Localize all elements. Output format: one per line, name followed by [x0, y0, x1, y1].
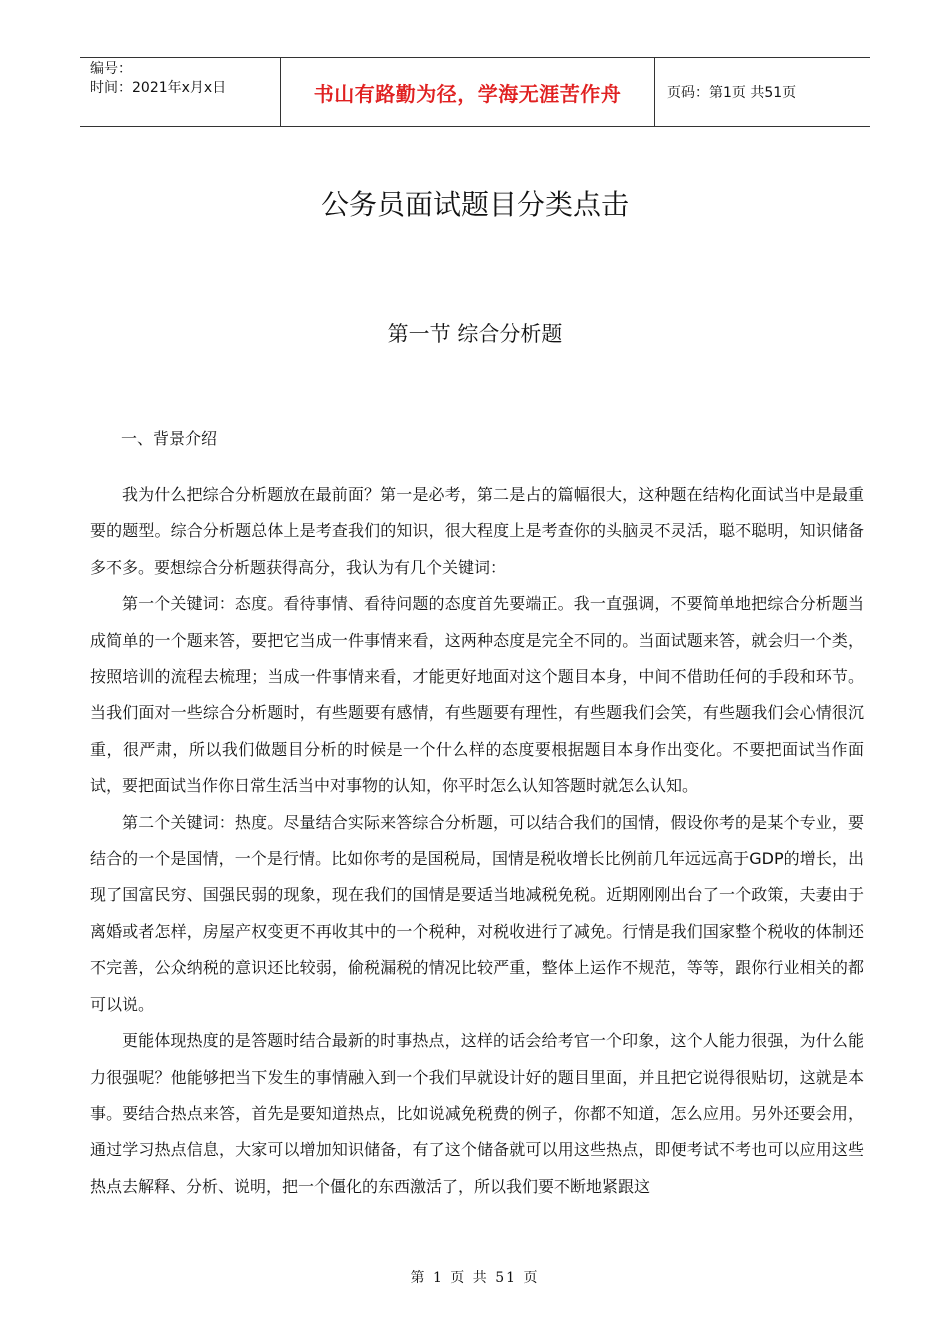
- header-meta: [80, 58, 281, 126]
- subheading: 一、背景介绍: [121, 429, 218, 448]
- page-header: [80, 57, 870, 127]
- number-label: 编号：: [90, 61, 132, 77]
- paragraph: 更能体现热度的是答题时结合最新的时事热点，这样的话会给考官一个印象，这个人能力很强，为什么能力很强呢？他能够把当下发生的事情融入到一个我们早就设计好的题目里面，并且把它说得很贴切，这就是本事。要结合热点来答，首先是要知道热点，比如说减免税费的例子，你都不知道，怎么应用。另外还要会用，通过学习热点信息，大家可以增加知识储备，有了这个储备就可以用这些热点，即便考试不考也可以应用这些热点去解释、分析、说明，把一个僵化的东西激活了，所以我们要不断地紧跟这: [90, 1031, 864, 1196]
- paragraph: 我为什么把综合分析题放在最前面？第一是必考，第二是占的篇幅很大，这种题在结构化面试当中是最重要的题型。综合分析题总体上是考查我们的知识，很大程度上是考查你的头脑灵不灵活，聪不聪明，知识储备多不多。要想综合分析题获得高分，我认为有几个关键词：: [90, 485, 864, 577]
- motto: 书山有路勤为径，学海无涯苦作舟: [281, 58, 655, 126]
- paragraph: 第二个关键词：热度。尽量结合实际来答综合分析题，可以结合我们的国情，假设你考的是某个专业，要结合的一个是国情，一个是行情。比如你考的是国税局，国情是税收增长比例前几年远远高于GDP的增长，出现了国富民穷、国强民弱的现象，现在我们的国情是要适当地减税免税。近期刚刚出台了一个政策，夫妻由于离婚或者怎样，房屋产权变更不再收其中的一个税种，对税收进行了减免。行情是我们国家整个税收的体制还不完善，公众纳税的意识还比较弱，偷税漏税的情况比较严重，整体上运作不规范，等等，跟你行业相关的都可以说。: [90, 812, 864, 1014]
- section-title: 第一节 综合分析题: [387, 322, 563, 346]
- body-text: [90, 477, 864, 1205]
- page-footer: 第 1 页 共 51 页: [410, 1270, 540, 1286]
- paragraph: 第一个关键词：态度。看待事情、看待问题的态度首先要端正。我一直强调，不要简单地把综合分析题当成简单的一个题来答，要把它当成一件事情来看，这两种态度是完全不同的。当面试题来答，就会归一个类，按照培训的流程去梳理；当成一件事情来看，才能更好地面对这个题目本身，中间不借助任何的手段和环节。当我们面对一些综合分析题时，有些题要有感情，有些题要有理性，有些题我们会笑，有些题我们会心情很沉重，很严肃，所以我们做题目分析的时候是一个什么样的态度要根据题目本身作出变化。不要把面试当作面试，要把面试当作你日常生活当中对事物的认知，你平时怎么认知答题时就怎么认知。: [90, 594, 864, 796]
- document-title: 公务员面试题目分类点击: [320, 188, 629, 221]
- time-label: 时间：2021年x月x日: [90, 80, 227, 96]
- page-info: 页码：第1页 共51页: [667, 85, 797, 101]
